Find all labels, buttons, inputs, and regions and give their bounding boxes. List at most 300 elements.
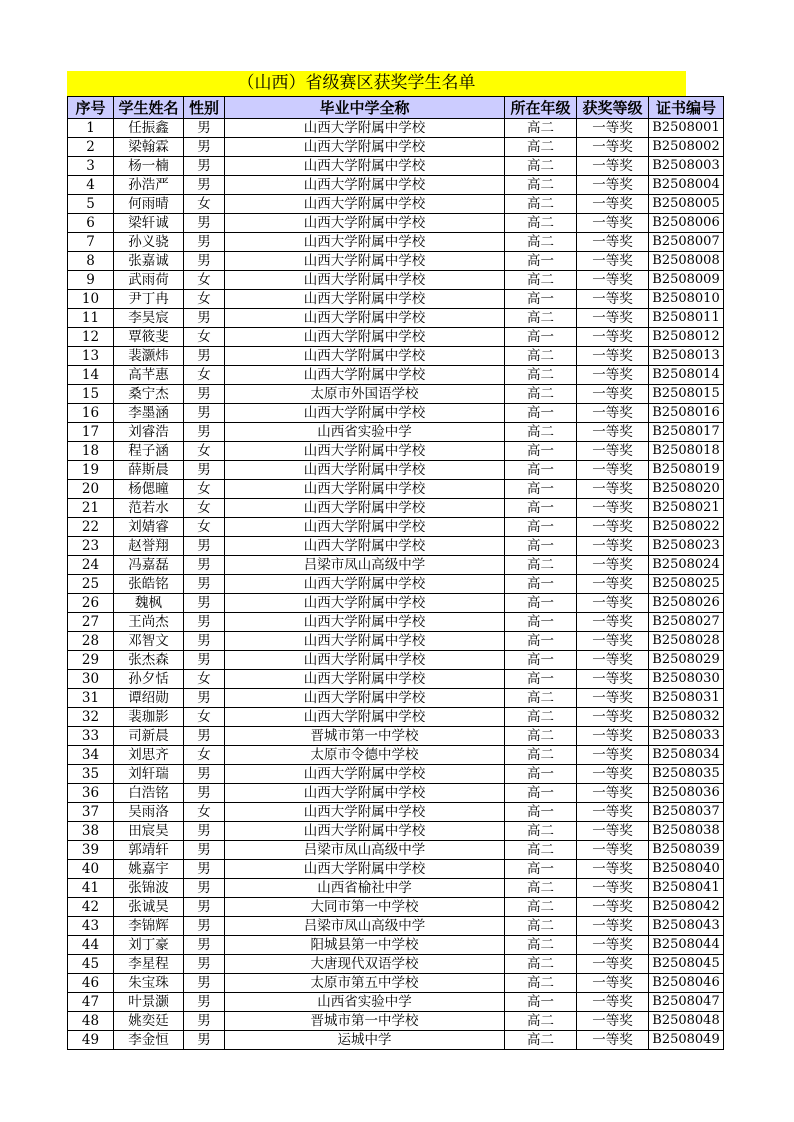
award-level-cell: 一等奖: [577, 385, 649, 404]
certificate-no-cell: B2508001: [649, 119, 724, 138]
serial-cell: 5: [68, 195, 114, 214]
gender-cell: 男: [184, 423, 225, 442]
certificate-no-cell: B2508035: [649, 765, 724, 784]
grade-cell: 高二: [505, 195, 577, 214]
gender-cell: 男: [184, 898, 225, 917]
certificate-no-cell: B2508005: [649, 195, 724, 214]
student-name-cell: 张皓铭: [114, 575, 184, 594]
school-cell: 山西大学附属中学校: [225, 499, 505, 518]
school-cell: 山西大学附属中学校: [225, 214, 505, 233]
school-cell: 吕梁市凤山高级中学: [225, 917, 505, 936]
student-name-cell: 刘轩瑞: [114, 765, 184, 784]
school-cell: 晋城市第一中学校: [225, 1012, 505, 1031]
award-level-cell: 一等奖: [577, 176, 649, 195]
header-row: [68, 97, 724, 119]
gender-cell: 男: [184, 157, 225, 176]
grade-cell: 高一: [505, 290, 577, 309]
table-row: [68, 822, 724, 841]
serial-cell: 23: [68, 537, 114, 556]
gender-cell: 男: [184, 385, 225, 404]
student-name-cell: 李昊宸: [114, 309, 184, 328]
table-row: [68, 233, 724, 252]
grade-cell: 高一: [505, 480, 577, 499]
student-name-cell: 司新晨: [114, 727, 184, 746]
certificate-no-cell: B2508023: [649, 537, 724, 556]
table-row: [68, 404, 724, 423]
table-row: [68, 613, 724, 632]
award-level-cell: 一等奖: [577, 936, 649, 955]
school-cell: 大同市第一中学校: [225, 898, 505, 917]
grade-cell: 高二: [505, 1031, 577, 1050]
student-name-cell: 姚嘉宇: [114, 860, 184, 879]
student-name-cell: 桑宁杰: [114, 385, 184, 404]
certificate-no-cell: B2508018: [649, 442, 724, 461]
serial-cell: 26: [68, 594, 114, 613]
gender-cell: 男: [184, 993, 225, 1012]
school-cell: 山西大学附属中学校: [225, 309, 505, 328]
award-table: [67, 96, 724, 1050]
student-name-cell: 杨偲曈: [114, 480, 184, 499]
grade-cell: 高一: [505, 252, 577, 271]
grade-cell: 高二: [505, 214, 577, 233]
award-level-cell: 一等奖: [577, 138, 649, 157]
gender-cell: 男: [184, 556, 225, 575]
school-cell: 山西省实验中学: [225, 993, 505, 1012]
gender-cell: 女: [184, 290, 225, 309]
certificate-no-cell: B2508040: [649, 860, 724, 879]
grade-cell: 高二: [505, 974, 577, 993]
certificate-no-cell: B2508044: [649, 936, 724, 955]
grade-cell: 高二: [505, 119, 577, 138]
grade-cell: 高一: [505, 328, 577, 347]
serial-cell: 33: [68, 727, 114, 746]
award-level-cell: 一等奖: [577, 765, 649, 784]
certificate-no-cell: B2508003: [649, 157, 724, 176]
grade-cell: 高二: [505, 556, 577, 575]
school-cell: 山西大学附属中学校: [225, 670, 505, 689]
serial-cell: 36: [68, 784, 114, 803]
award-level-cell: 一等奖: [577, 347, 649, 366]
student-name-cell: 何雨晴: [114, 195, 184, 214]
table-row: [68, 784, 724, 803]
school-cell: 太原市第五中学校: [225, 974, 505, 993]
table-body: [68, 119, 724, 1050]
serial-cell: 11: [68, 309, 114, 328]
serial-cell: 8: [68, 252, 114, 271]
school-cell: 吕梁市凤山高级中学: [225, 556, 505, 575]
table-row: [68, 708, 724, 727]
gender-cell: 男: [184, 879, 225, 898]
grade-cell: 高一: [505, 993, 577, 1012]
table-row: [68, 252, 724, 271]
school-cell: 山西省榆社中学: [225, 879, 505, 898]
serial-cell: 49: [68, 1031, 114, 1050]
award-level-cell: 一等奖: [577, 1012, 649, 1031]
award-level-cell: 一等奖: [577, 423, 649, 442]
table-row: [68, 119, 724, 138]
student-name-cell: 魏枫: [114, 594, 184, 613]
table-row: [68, 290, 724, 309]
serial-cell: 29: [68, 651, 114, 670]
grade-cell: 高二: [505, 1012, 577, 1031]
grade-cell: 高一: [505, 594, 577, 613]
gender-cell: 男: [184, 860, 225, 879]
award-level-cell: 一等奖: [577, 917, 649, 936]
student-name-cell: 姚奕廷: [114, 1012, 184, 1031]
table-row: [68, 328, 724, 347]
award-level-cell: 一等奖: [577, 594, 649, 613]
award-level-cell: 一等奖: [577, 233, 649, 252]
school-cell: 山西大学附属中学校: [225, 537, 505, 556]
table-row: [68, 366, 724, 385]
table-row: [68, 556, 724, 575]
certificate-no-cell: B2508042: [649, 898, 724, 917]
award-level-cell: 一等奖: [577, 955, 649, 974]
grade-cell: 高二: [505, 233, 577, 252]
serial-cell: 3: [68, 157, 114, 176]
student-name-cell: 孙浩严: [114, 176, 184, 195]
serial-cell: 7: [68, 233, 114, 252]
header-student-name: 学生姓名: [114, 97, 184, 119]
gender-cell: 男: [184, 138, 225, 157]
table-row: [68, 803, 724, 822]
award-level-cell: 一等奖: [577, 879, 649, 898]
student-name-cell: 刘思齐: [114, 746, 184, 765]
grade-cell: 高一: [505, 575, 577, 594]
school-cell: 山西大学附属中学校: [225, 518, 505, 537]
student-name-cell: 张嘉诚: [114, 252, 184, 271]
school-cell: 山西大学附属中学校: [225, 404, 505, 423]
grade-cell: 高二: [505, 423, 577, 442]
certificate-no-cell: B2508022: [649, 518, 724, 537]
certificate-no-cell: B2508045: [649, 955, 724, 974]
table-row: [68, 1031, 724, 1050]
serial-cell: 17: [68, 423, 114, 442]
award-level-cell: 一等奖: [577, 214, 649, 233]
student-name-cell: 高芊惠: [114, 366, 184, 385]
award-level-cell: 一等奖: [577, 480, 649, 499]
gender-cell: 男: [184, 404, 225, 423]
serial-cell: 9: [68, 271, 114, 290]
serial-cell: 19: [68, 461, 114, 480]
school-cell: 山西大学附属中学校: [225, 366, 505, 385]
award-level-cell: 一等奖: [577, 1031, 649, 1050]
school-cell: 山西大学附属中学校: [225, 138, 505, 157]
grade-cell: 高二: [505, 708, 577, 727]
school-cell: 山西大学附属中学校: [225, 442, 505, 461]
table-row: [68, 499, 724, 518]
award-level-cell: 一等奖: [577, 898, 649, 917]
student-name-cell: 孙义骁: [114, 233, 184, 252]
serial-cell: 44: [68, 936, 114, 955]
table-row: [68, 461, 724, 480]
school-cell: 山西大学附属中学校: [225, 157, 505, 176]
serial-cell: 32: [68, 708, 114, 727]
student-name-cell: 裴灏炜: [114, 347, 184, 366]
gender-cell: 男: [184, 651, 225, 670]
gender-cell: 男: [184, 689, 225, 708]
certificate-no-cell: B2508019: [649, 461, 724, 480]
table-row: [68, 195, 724, 214]
table-row: [68, 309, 724, 328]
gender-cell: 男: [184, 974, 225, 993]
table-row: [68, 746, 724, 765]
grade-cell: 高二: [505, 385, 577, 404]
school-cell: 山西大学附属中学校: [225, 632, 505, 651]
student-name-cell: 郭靖轩: [114, 841, 184, 860]
table-row: [68, 214, 724, 233]
student-name-cell: 孙夕恬: [114, 670, 184, 689]
award-level-cell: 一等奖: [577, 195, 649, 214]
student-name-cell: 范若水: [114, 499, 184, 518]
award-level-cell: 一等奖: [577, 328, 649, 347]
grade-cell: 高二: [505, 841, 577, 860]
table-row: [68, 594, 724, 613]
serial-cell: 13: [68, 347, 114, 366]
serial-cell: 39: [68, 841, 114, 860]
grade-cell: 高二: [505, 955, 577, 974]
certificate-no-cell: B2508026: [649, 594, 724, 613]
student-name-cell: 梁轩诚: [114, 214, 184, 233]
school-cell: 山西大学附属中学校: [225, 651, 505, 670]
table-row: [68, 993, 724, 1012]
school-cell: 山西大学附属中学校: [225, 784, 505, 803]
award-level-cell: 一等奖: [577, 518, 649, 537]
student-name-cell: 程子涵: [114, 442, 184, 461]
grade-cell: 高二: [505, 176, 577, 195]
header-serial: 序号: [68, 97, 114, 119]
certificate-no-cell: B2508008: [649, 252, 724, 271]
school-cell: 晋城市第一中学校: [225, 727, 505, 746]
header-certificate-no: 证书编号: [649, 97, 724, 119]
certificate-no-cell: B2508012: [649, 328, 724, 347]
certificate-no-cell: B2508049: [649, 1031, 724, 1050]
award-level-cell: 一等奖: [577, 689, 649, 708]
gender-cell: 男: [184, 841, 225, 860]
grade-cell: 高二: [505, 917, 577, 936]
award-level-cell: 一等奖: [577, 252, 649, 271]
award-level-cell: 一等奖: [577, 993, 649, 1012]
award-level-cell: 一等奖: [577, 651, 649, 670]
award-level-cell: 一等奖: [577, 613, 649, 632]
table-row: [68, 879, 724, 898]
serial-cell: 46: [68, 974, 114, 993]
award-level-cell: 一等奖: [577, 670, 649, 689]
school-cell: 山西大学附属中学校: [225, 271, 505, 290]
certificate-no-cell: B2508032: [649, 708, 724, 727]
serial-cell: 43: [68, 917, 114, 936]
grade-cell: 高一: [505, 442, 577, 461]
certificate-no-cell: B2508025: [649, 575, 724, 594]
student-name-cell: 赵誉翔: [114, 537, 184, 556]
award-level-cell: 一等奖: [577, 537, 649, 556]
header-award-level: 获奖等级: [577, 97, 649, 119]
table-row: [68, 537, 724, 556]
table-row: [68, 347, 724, 366]
gender-cell: 男: [184, 252, 225, 271]
school-cell: 大唐现代双语学校: [225, 955, 505, 974]
grade-cell: 高一: [505, 803, 577, 822]
award-level-cell: 一等奖: [577, 271, 649, 290]
certificate-no-cell: B2508033: [649, 727, 724, 746]
gender-cell: 男: [184, 822, 225, 841]
grade-cell: 高二: [505, 271, 577, 290]
certificate-no-cell: B2508011: [649, 309, 724, 328]
school-cell: 山西大学附属中学校: [225, 765, 505, 784]
school-cell: 山西大学附属中学校: [225, 822, 505, 841]
serial-cell: 38: [68, 822, 114, 841]
serial-cell: 34: [68, 746, 114, 765]
certificate-no-cell: B2508020: [649, 480, 724, 499]
table-row: [68, 898, 724, 917]
table-row: [68, 765, 724, 784]
certificate-no-cell: B2508017: [649, 423, 724, 442]
school-cell: 山西大学附属中学校: [225, 613, 505, 632]
grade-cell: 高二: [505, 689, 577, 708]
gender-cell: 女: [184, 803, 225, 822]
serial-cell: 14: [68, 366, 114, 385]
gender-cell: 男: [184, 461, 225, 480]
grade-cell: 高一: [505, 499, 577, 518]
certificate-no-cell: B2508015: [649, 385, 724, 404]
table-row: [68, 974, 724, 993]
school-cell: 山西大学附属中学校: [225, 461, 505, 480]
award-level-cell: 一等奖: [577, 746, 649, 765]
student-name-cell: 武雨荷: [114, 271, 184, 290]
serial-cell: 30: [68, 670, 114, 689]
table-row: [68, 936, 724, 955]
student-name-cell: 裴珈影: [114, 708, 184, 727]
certificate-no-cell: B2508010: [649, 290, 724, 309]
serial-cell: 48: [68, 1012, 114, 1031]
certificate-no-cell: B2508006: [649, 214, 724, 233]
gender-cell: 女: [184, 271, 225, 290]
certificate-no-cell: B2508027: [649, 613, 724, 632]
certificate-no-cell: B2508039: [649, 841, 724, 860]
school-cell: 太原市外国语学校: [225, 385, 505, 404]
certificate-no-cell: B2508038: [649, 822, 724, 841]
student-name-cell: 叶景灏: [114, 993, 184, 1012]
grade-cell: 高二: [505, 366, 577, 385]
award-level-cell: 一等奖: [577, 556, 649, 575]
table-row: [68, 480, 724, 499]
award-level-cell: 一等奖: [577, 366, 649, 385]
table-row: [68, 727, 724, 746]
serial-cell: 28: [68, 632, 114, 651]
gender-cell: 男: [184, 309, 225, 328]
student-name-cell: 薛斯晨: [114, 461, 184, 480]
grade-cell: 高二: [505, 936, 577, 955]
school-cell: 山西省实验中学: [225, 423, 505, 442]
gender-cell: 男: [184, 119, 225, 138]
table-row: [68, 1012, 724, 1031]
gender-cell: 女: [184, 670, 225, 689]
award-level-cell: 一等奖: [577, 974, 649, 993]
student-name-cell: 谭绍勋: [114, 689, 184, 708]
gender-cell: 男: [184, 347, 225, 366]
school-cell: 山西大学附属中学校: [225, 290, 505, 309]
grade-cell: 高一: [505, 651, 577, 670]
award-level-cell: 一等奖: [577, 860, 649, 879]
gender-cell: 女: [184, 708, 225, 727]
gender-cell: 女: [184, 499, 225, 518]
grade-cell: 高二: [505, 138, 577, 157]
award-level-cell: 一等奖: [577, 309, 649, 328]
table-row: [68, 917, 724, 936]
serial-cell: 2: [68, 138, 114, 157]
serial-cell: 24: [68, 556, 114, 575]
table-row: [68, 575, 724, 594]
serial-cell: 41: [68, 879, 114, 898]
serial-cell: 31: [68, 689, 114, 708]
certificate-no-cell: B2508016: [649, 404, 724, 423]
certificate-no-cell: B2508031: [649, 689, 724, 708]
certificate-no-cell: B2508034: [649, 746, 724, 765]
student-name-cell: 吴雨洛: [114, 803, 184, 822]
student-name-cell: 白浩铭: [114, 784, 184, 803]
grade-cell: 高二: [505, 309, 577, 328]
gender-cell: 男: [184, 1012, 225, 1031]
serial-cell: 21: [68, 499, 114, 518]
serial-cell: 40: [68, 860, 114, 879]
grade-cell: 高一: [505, 670, 577, 689]
gender-cell: 男: [184, 233, 225, 252]
school-cell: 阳城县第一中学校: [225, 936, 505, 955]
gender-cell: 男: [184, 214, 225, 233]
table-row: [68, 689, 724, 708]
certificate-no-cell: B2508028: [649, 632, 724, 651]
gender-cell: 男: [184, 632, 225, 651]
grade-cell: 高一: [505, 404, 577, 423]
gender-cell: 男: [184, 176, 225, 195]
gender-cell: 男: [184, 575, 225, 594]
school-cell: 吕梁市凤山高级中学: [225, 841, 505, 860]
award-level-cell: 一等奖: [577, 119, 649, 138]
table-row: [68, 651, 724, 670]
table-row: [68, 271, 724, 290]
award-list-sheet: [67, 71, 720, 1050]
table-row: [68, 632, 724, 651]
gender-cell: 男: [184, 1031, 225, 1050]
certificate-no-cell: B2508009: [649, 271, 724, 290]
student-name-cell: 李锦辉: [114, 917, 184, 936]
serial-cell: 42: [68, 898, 114, 917]
certificate-no-cell: B2508048: [649, 1012, 724, 1031]
student-name-cell: 张诚昊: [114, 898, 184, 917]
certificate-no-cell: B2508030: [649, 670, 724, 689]
table-row: [68, 670, 724, 689]
school-cell: 太原市令德中学校: [225, 746, 505, 765]
serial-cell: 1: [68, 119, 114, 138]
student-name-cell: 任振鑫: [114, 119, 184, 138]
gender-cell: 男: [184, 917, 225, 936]
table-row: [68, 176, 724, 195]
gender-cell: 女: [184, 328, 225, 347]
school-cell: 山西大学附属中学校: [225, 195, 505, 214]
school-cell: 运城中学: [225, 1031, 505, 1050]
school-cell: 山西大学附属中学校: [225, 119, 505, 138]
grade-cell: 高二: [505, 879, 577, 898]
award-level-cell: 一等奖: [577, 841, 649, 860]
student-name-cell: 刘丁豪: [114, 936, 184, 955]
award-level-cell: 一等奖: [577, 404, 649, 423]
student-name-cell: 张杰森: [114, 651, 184, 670]
grade-cell: 高一: [505, 765, 577, 784]
student-name-cell: 刘睿浩: [114, 423, 184, 442]
award-level-cell: 一等奖: [577, 442, 649, 461]
school-cell: 山西大学附属中学校: [225, 575, 505, 594]
table-row: [68, 442, 724, 461]
